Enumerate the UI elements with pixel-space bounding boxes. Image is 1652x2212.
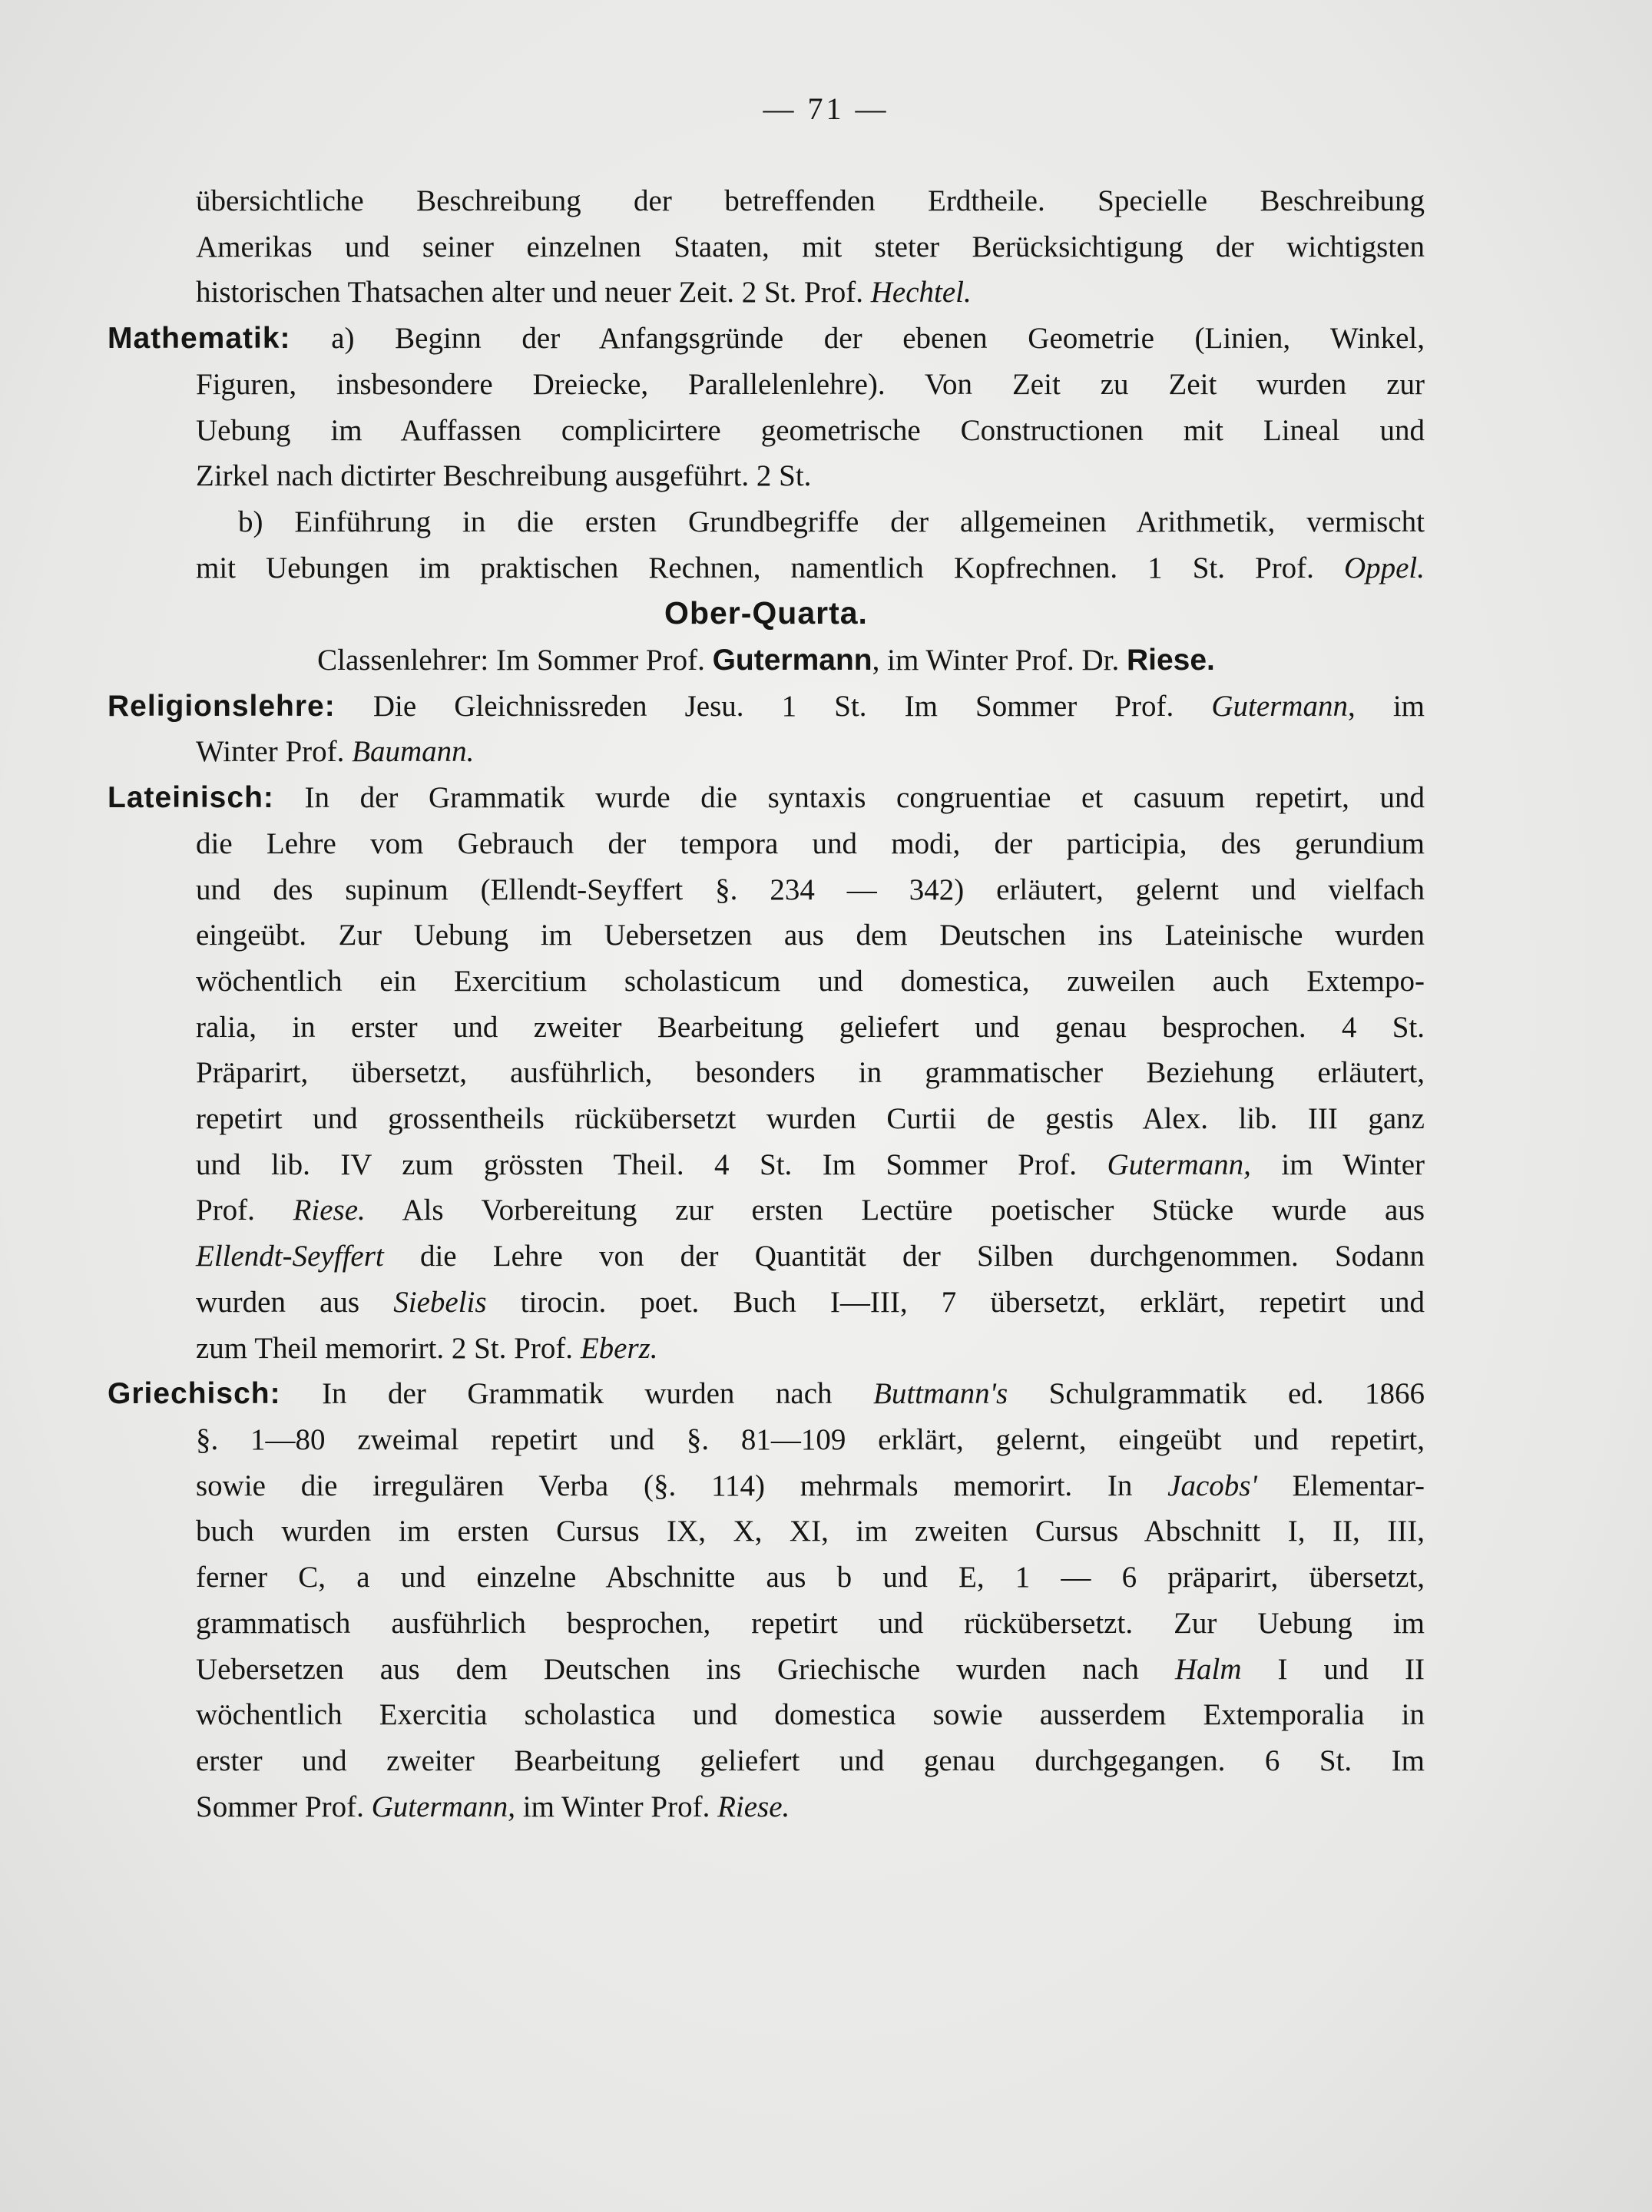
text-line: Winter Prof. Baumann. — [196, 735, 475, 769]
text-line: Amerikas und seiner einzelnen Staaten, mit steter Berücksichtigung der wichtigsten — [196, 230, 1425, 263]
page-number: — 71 — — [763, 91, 889, 126]
text-line: wöchentlich ein Exercitium scholasticum und domestica, zuweilen auch Extempo- — [196, 964, 1425, 998]
text-line: Sommer Prof. Gutermann, im Winter Prof. Riese. — [196, 1790, 790, 1823]
text-line: übersichtliche Beschreibung der betreffenden Erdtheile. Specielle Beschreibung — [196, 184, 1425, 217]
text-line: und des supinum (Ellendt-Seyffert §. 234 — 342) erläutert, gelernt und vielfach — [196, 873, 1425, 906]
heading-ober-quarta: Ober-Quarta. — [664, 595, 868, 631]
text-line: erster und zweiter Bearbeitung geliefert und genau durchgegangen. 6 St. Im — [196, 1743, 1425, 1777]
text-line: Figuren, insbesondere Dreiecke, Parallelenlehre). Von Zeit zu Zeit wurden zur — [196, 367, 1425, 401]
text-line: grammatisch ausführlich besprochen, repetirt und rückübersetzt. Zur Uebung im — [196, 1606, 1425, 1640]
section-label: Griechisch: — [108, 1377, 281, 1411]
text-line: sowie die irregulären Verba (§. 114) mehrmals memorirt. In Jacobs' Elementar- — [196, 1469, 1425, 1502]
text-line: Prof. Riese. Als Vorbereitung zur ersten Lectüre poetischer Stücke wurde aus — [196, 1194, 1425, 1227]
text-line: wöchentlich Exercitia scholastica und domestica sowie ausserdem Extemporalia in — [196, 1698, 1425, 1732]
section-label: Lateinisch: — [108, 781, 274, 815]
section-religionslehre: Religionslehre: Die Gleichnissreden Jesu. 1 St. Im Sommer Prof. Gutermann, im — [108, 689, 1425, 723]
page-body — [108, 178, 1425, 1830]
section-griechisch: Griechisch: In der Grammatik wurden nach Buttmann's Schulgrammatik ed. 1866 — [108, 1377, 1425, 1411]
class-teacher-line: Classenlehrer: Im Sommer Prof. Gutermann, im Winter Prof. Dr. Riese. — [317, 644, 1215, 677]
text-line: ralia, in erster und zweiter Bearbeitung geliefert und genau besprochen. 4 St. — [196, 1010, 1425, 1044]
text-line: wurden aus Siebelis tirocin. poet. Buch I—III, 7 übersetzt, erklärt, repetirt und — [196, 1285, 1425, 1319]
text-line: ferner C, a und einzelne Abschnitte aus b und E, 1 — 6 präparirt, übersetzt, — [196, 1561, 1425, 1594]
text-line: Präparirt, übersetzt, ausführlich, besonders in grammatischer Beziehung erläutert, — [196, 1056, 1425, 1090]
text-line: Uebung im Auffassen complicirtere geometrische Constructionen mit Lineal und — [196, 413, 1425, 447]
section-label: Religionslehre: — [108, 689, 336, 723]
text-line: die Lehre vom Gebrauch der tempora und modi, der participia, des gerundium — [196, 826, 1425, 860]
text-line: eingeübt. Zur Uebung im Uebersetzen aus dem Deutschen ins Lateinische wurden — [196, 919, 1425, 952]
text-line: historischen Thatsachen alter und neuer Zeit. 2 St. Prof. Hechtel. — [196, 276, 972, 310]
section-mathematik: Mathematik: a) Beginn der Anfangsgründe der ebenen Geometrie (Linien, Winkel, — [108, 322, 1425, 356]
text-line: buch wurden im ersten Cursus IX, X, XI, im zweiten Cursus Abschnitt I, II, III, — [196, 1515, 1425, 1548]
text-line: §. 1—80 zweimal repetirt und §. 81—109 erklärt, gelernt, eingeübt und repetirt, — [196, 1422, 1425, 1456]
text-line: Uebersetzen aus dem Deutschen ins Griechische wurden nach Halm I und II — [196, 1652, 1425, 1686]
text-line: und lib. IV zum grössten Theil. 4 St. Im Sommer Prof. Gutermann, im Winter — [196, 1147, 1425, 1181]
text-line: Zirkel nach dictirter Beschreibung ausgeführt. 2 St. — [196, 459, 812, 493]
text-line: mit Uebungen im praktischen Rechnen, namentlich Kopfrechnen. 1 St. Prof. Oppel. — [196, 551, 1425, 584]
text-line: b) Einführung in die ersten Grundbegriffe der allgemeinen Arithmetik, vermischt — [238, 505, 1425, 538]
text-line: Ellendt-Seyffert die Lehre von der Quantität der Silben durchgenommen. Sodann — [196, 1240, 1425, 1273]
text-line: repetirt und grossentheils rückübersetzt wurden Curtii de gestis Alex. lib. III ganz — [196, 1102, 1425, 1136]
section-lateinisch: Lateinisch: In der Grammatik wurde die syntaxis congruentiae et casuum repetirt, und — [108, 781, 1425, 815]
text-line: zum Theil memorirt. 2 St. Prof. Eberz. — [196, 1331, 658, 1365]
section-label: Mathematik: — [108, 322, 291, 356]
